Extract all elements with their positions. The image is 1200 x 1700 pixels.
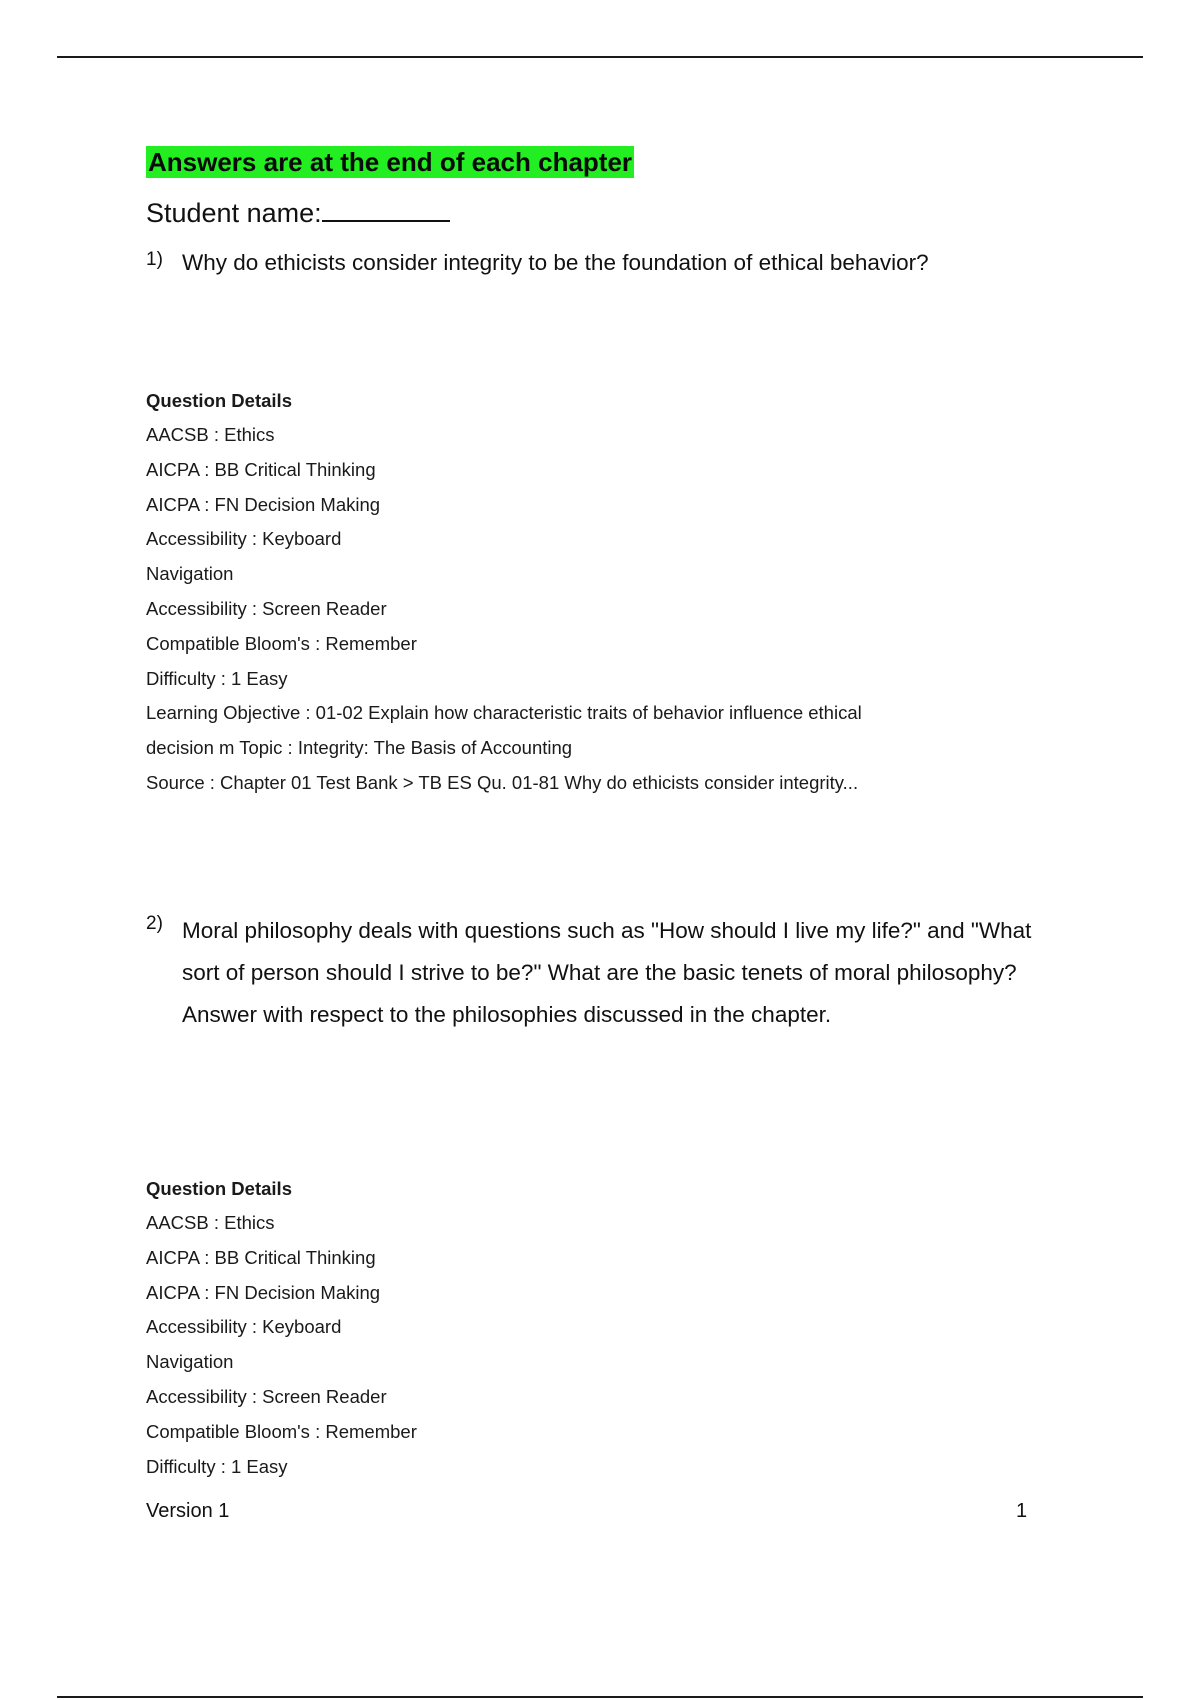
question-text: Moral philosophy deals with questions such as "How should I live my life?" and "What sort of person should I strive to be?" What are the basic tenets of moral philosophy? Answer with respect to the philosophies discussed in the chapter.: [182, 918, 1032, 1027]
detail-row: AICPA : BB Critical Thinking: [146, 1246, 376, 1268]
version-label: Version 1: [146, 1500, 230, 1522]
student-name-label: Student name:: [146, 198, 322, 228]
detail-row: AACSB : Ethics: [146, 1212, 275, 1233]
detail-row: Source : Chapter 01 Test Bank > TB ES Qu. 01-81 Why do ethicists consider integrity...: [146, 771, 859, 793]
question-number: 2): [146, 913, 163, 934]
detail-row: Accessibility : Screen Reader: [146, 597, 387, 619]
question-number: 1): [146, 249, 163, 270]
student-name-line: [146, 196, 450, 230]
answers-banner: Answers are at the end of each chapter: [148, 147, 633, 177]
question-2: [146, 910, 1046, 1036]
detail-row: Accessibility : Keyboard: [146, 528, 342, 550]
question-1-details: [146, 383, 862, 801]
detail-row: AICPA : BB Critical Thinking: [146, 458, 376, 480]
detail-row: Difficulty : 1 Easy: [146, 1455, 288, 1477]
top-rule: [57, 56, 1143, 58]
detail-row: AACSB : Ethics: [146, 424, 275, 445]
detail-row: Navigation: [146, 1351, 234, 1373]
question-text: Why do ethicists consider integrity to be the foundation of ethical behavior?: [182, 250, 929, 275]
detail-row: Navigation: [146, 563, 234, 585]
bottom-rule: [57, 1696, 1143, 1698]
detail-row: Compatible Bloom's : Remember: [146, 632, 417, 654]
question-1: [146, 246, 1046, 280]
detail-row: Compatible Bloom's : Remember: [146, 1420, 417, 1442]
detail-row: AICPA : FN Decision Making: [146, 1281, 381, 1303]
student-name-blank: [322, 196, 450, 222]
detail-row: Accessibility : Keyboard: [146, 1316, 342, 1338]
detail-row: decision m Topic : Integrity: The Basis of Accounting: [146, 737, 573, 759]
question-2-details: [146, 1171, 417, 1484]
page-number: 1: [1016, 1500, 1028, 1522]
detail-row: AICPA : FN Decision Making: [146, 493, 381, 515]
detail-row: Accessibility : Screen Reader: [146, 1385, 387, 1407]
question-details-heading: Question Details: [146, 390, 292, 411]
detail-row: Learning Objective : 01-02 Explain how characteristic traits of behavior influence ethical: [146, 702, 862, 724]
question-details-heading: Question Details: [146, 1178, 292, 1199]
detail-row: Difficulty : 1 Easy: [146, 667, 288, 689]
